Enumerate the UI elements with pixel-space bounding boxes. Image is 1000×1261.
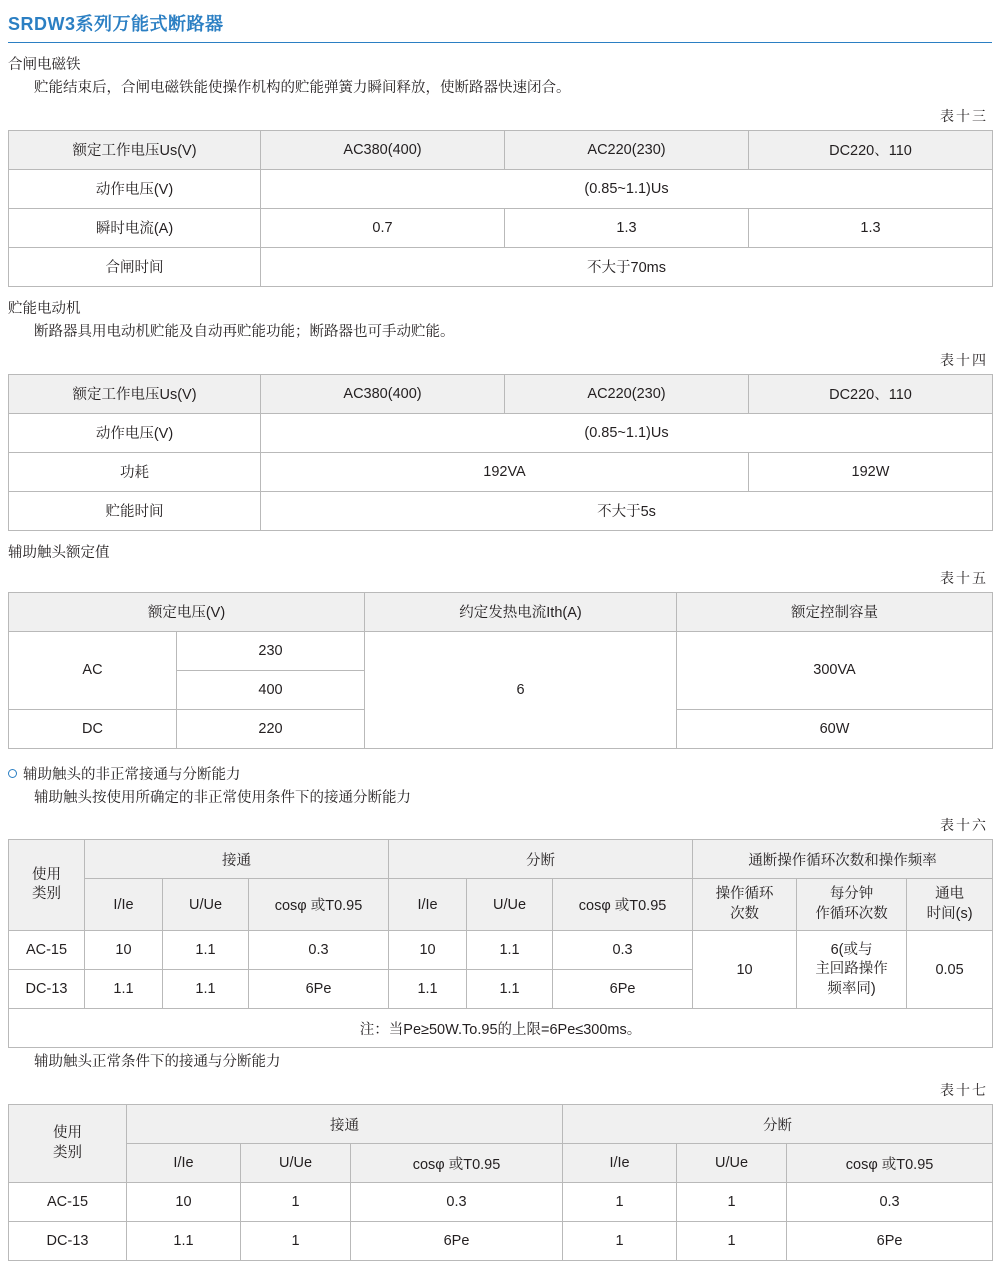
section-paragraph-abnormal: 辅助触头按使用所确定的非正常使用条件下的接通分断能力 (34, 789, 411, 806)
section-paragraph-motor: 断路器具用电动机贮能及自动再贮能功能；断路器也可手动贮能。 (34, 323, 455, 340)
page-title: SRDW3系列万能式断路器 (8, 6, 992, 43)
cell-value: 192VA (261, 452, 749, 491)
bullet-circle-icon (8, 769, 17, 778)
cell-label: 额定工作电压Us(V) (9, 374, 261, 413)
cell-per-min-value (797, 931, 907, 1009)
cell-header-ith: 约定发热电流Ith(A) (365, 592, 677, 631)
cell-value: AC380(400) (261, 374, 505, 413)
cell-category: DC-13 (9, 1222, 127, 1261)
label-permin-1: 每分钟 (829, 886, 874, 903)
table-row (9, 631, 993, 670)
table-label-14: 表十四 (940, 351, 988, 368)
cell-value: 0.3 (351, 1183, 563, 1222)
cell-ith-value: 6 (365, 631, 677, 748)
label-ontime-2: 时间(s) (926, 905, 973, 922)
cell-header-break-iie: I/Ie (563, 1144, 677, 1183)
label-use: 使用 (32, 866, 61, 883)
cell-value: 1.1 (163, 931, 249, 970)
label-use: 使用 (53, 1125, 82, 1142)
cell-value: 10 (85, 931, 163, 970)
label-permin-2: 作循环次数 (815, 905, 888, 922)
cell-header-per-min (797, 879, 907, 931)
table-row (9, 374, 993, 413)
cell-value: 1.3 (749, 208, 993, 247)
cell-value: 6Pe (553, 970, 693, 1009)
cell-value: AC220(230) (505, 374, 749, 413)
cell-label: 额定工作电压Us(V) (9, 130, 261, 169)
table-row (9, 1222, 993, 1261)
cell-label: 功耗 (9, 452, 261, 491)
cell-value: 0.3 (249, 931, 389, 970)
cell-value: DC220、110 (749, 130, 993, 169)
cell-value: 1 (241, 1222, 351, 1261)
cell-header-make: 接通 (127, 1105, 563, 1144)
table-row (9, 879, 993, 931)
cell-header-voltage: 额定电压(V) (9, 592, 365, 631)
table-row (9, 491, 993, 530)
cell-type-dc: DC (9, 709, 177, 748)
cell-value: 10 (127, 1183, 241, 1222)
table-row (9, 1105, 993, 1144)
table-15 (8, 592, 993, 749)
cell-value: 6Pe (787, 1222, 993, 1261)
cell-header-make-uue: U/Ue (241, 1144, 351, 1183)
cell-value: 220 (177, 709, 365, 748)
cell-label: 贮能时间 (9, 491, 261, 530)
cell-value: 1.3 (505, 208, 749, 247)
cell-value: 230 (177, 631, 365, 670)
cell-type-ac: AC (9, 631, 177, 709)
section-paragraph-normal: 辅助触头正常条件下的接通与分断能力 (34, 1054, 281, 1071)
table-16 (8, 839, 993, 1048)
cell-value: 0.3 (787, 1183, 993, 1222)
table-row (9, 840, 993, 879)
cell-on-time-value: 0.05 (907, 931, 993, 1009)
cell-header-break-cos: cosφ 或T0.95 (787, 1144, 993, 1183)
per-min-line-2: 主回路操作 (815, 961, 888, 978)
section-heading-abnormal (8, 763, 992, 784)
cell-header-capacity: 额定控制容量 (677, 592, 993, 631)
cell-capacity-dc: 60W (677, 709, 993, 748)
section-paragraph-solenoid: 贮能结束后，合闸电磁铁能使操作机构的贮能弹簧力瞬间释放，使断路器快速闭合。 (34, 80, 571, 96)
cell-value: 1.1 (85, 970, 163, 1009)
table-note: 注：当Pe≥50W.To.95的上限=6Pe≤300ms。 (9, 1009, 993, 1048)
cell-label: 动作电压(V) (9, 413, 261, 452)
table-row (9, 208, 993, 247)
cell-value: 6Pe (249, 970, 389, 1009)
label-cat: 类别 (53, 1144, 82, 1161)
cell-label: 瞬时电流(A) (9, 208, 261, 247)
cell-value: 1 (563, 1222, 677, 1261)
cell-header-make: 接通 (85, 840, 389, 879)
cell-header-break: 分断 (389, 840, 693, 879)
table-row (9, 247, 993, 286)
cell-value: (0.85~1.1)Us (261, 413, 993, 452)
cell-header-break-cos: cosφ 或T0.95 (553, 879, 693, 931)
cell-value: AC220(230) (505, 130, 749, 169)
cell-value: (0.85~1.1)Us (261, 169, 993, 208)
cell-header-make-iie: I/Ie (85, 879, 163, 931)
cell-value: 1 (677, 1222, 787, 1261)
cell-value: 1.1 (467, 931, 553, 970)
cell-header-make-uue: U/Ue (163, 879, 249, 931)
cell-category: AC-15 (9, 931, 85, 970)
cell-header-make-cos: cosφ 或T0.95 (351, 1144, 563, 1183)
table-row (9, 1144, 993, 1183)
cell-header-use-cat (9, 840, 85, 931)
table-label-17: 表十七 (940, 1082, 988, 1099)
cell-value: 0.7 (261, 208, 505, 247)
cell-header-make-iie: I/Ie (127, 1144, 241, 1183)
cell-header-cycle-count (693, 879, 797, 931)
table-row (9, 169, 993, 208)
label-ontime-1: 通电 (935, 886, 965, 903)
table-label-15: 表十五 (940, 569, 988, 586)
cell-capacity-ac: 300VA (677, 631, 993, 709)
cell-header-break-uue: U/Ue (677, 1144, 787, 1183)
cell-value: 1 (241, 1183, 351, 1222)
table-row (9, 931, 993, 970)
cell-value: 10 (389, 931, 467, 970)
cell-label: 合闸时间 (9, 247, 261, 286)
cell-value: 1.1 (467, 970, 553, 1009)
cell-value: 1.1 (163, 970, 249, 1009)
section-heading-solenoid: 合闸电磁铁 (8, 57, 81, 73)
cell-value: 1.1 (127, 1222, 241, 1261)
cell-header-break-uue: U/Ue (467, 879, 553, 931)
cell-value: 1 (677, 1183, 787, 1222)
table-17 (8, 1104, 993, 1261)
cell-value: DC220、110 (749, 374, 993, 413)
cell-value: 不大于70ms (261, 247, 993, 286)
cell-value: 192W (749, 452, 993, 491)
cell-category: AC-15 (9, 1183, 127, 1222)
cell-value: 0.3 (553, 931, 693, 970)
label-cycle-2: 次数 (730, 905, 760, 922)
table-13 (8, 130, 993, 287)
table-row (9, 413, 993, 452)
per-min-line-1: 6(或与 (830, 941, 873, 958)
cell-header-cycle-group: 通断操作循环次数和操作频率 (693, 840, 993, 879)
table-row (9, 1183, 993, 1222)
cell-value: AC380(400) (261, 130, 505, 169)
table-14 (8, 374, 993, 531)
cell-label: 动作电压(V) (9, 169, 261, 208)
table-label-13: 表十三 (940, 107, 988, 124)
per-min-line-3: 频率同) (827, 980, 876, 997)
table-label-16: 表十六 (940, 817, 988, 834)
section-heading-abnormal-label: 辅助触头的非正常接通与分断能力 (23, 766, 241, 783)
cell-header-break-iie: I/Ie (389, 879, 467, 931)
cell-header-make-cos: cosφ 或T0.95 (249, 879, 389, 931)
cell-header-break: 分断 (563, 1105, 993, 1144)
table-row-note (9, 1009, 993, 1048)
cell-cycle-count-value: 10 (693, 931, 797, 1009)
cell-value: 400 (177, 670, 365, 709)
label-cat: 类别 (32, 886, 61, 903)
section-heading-motor: 贮能电动机 (8, 300, 81, 317)
table-row (9, 592, 993, 631)
table-row (9, 130, 993, 169)
label-cycle-1: 操作循环 (715, 886, 774, 903)
cell-value: 不大于5s (261, 491, 993, 530)
cell-value: 1 (563, 1183, 677, 1222)
cell-header-on-time (907, 879, 993, 931)
table-row (9, 452, 993, 491)
cell-header-use-cat (9, 1105, 127, 1183)
section-heading-aux-rating: 辅助触头额定值 (8, 544, 110, 561)
cell-category: DC-13 (9, 970, 85, 1009)
cell-value: 1.1 (389, 970, 467, 1009)
cell-value: 6Pe (351, 1222, 563, 1261)
